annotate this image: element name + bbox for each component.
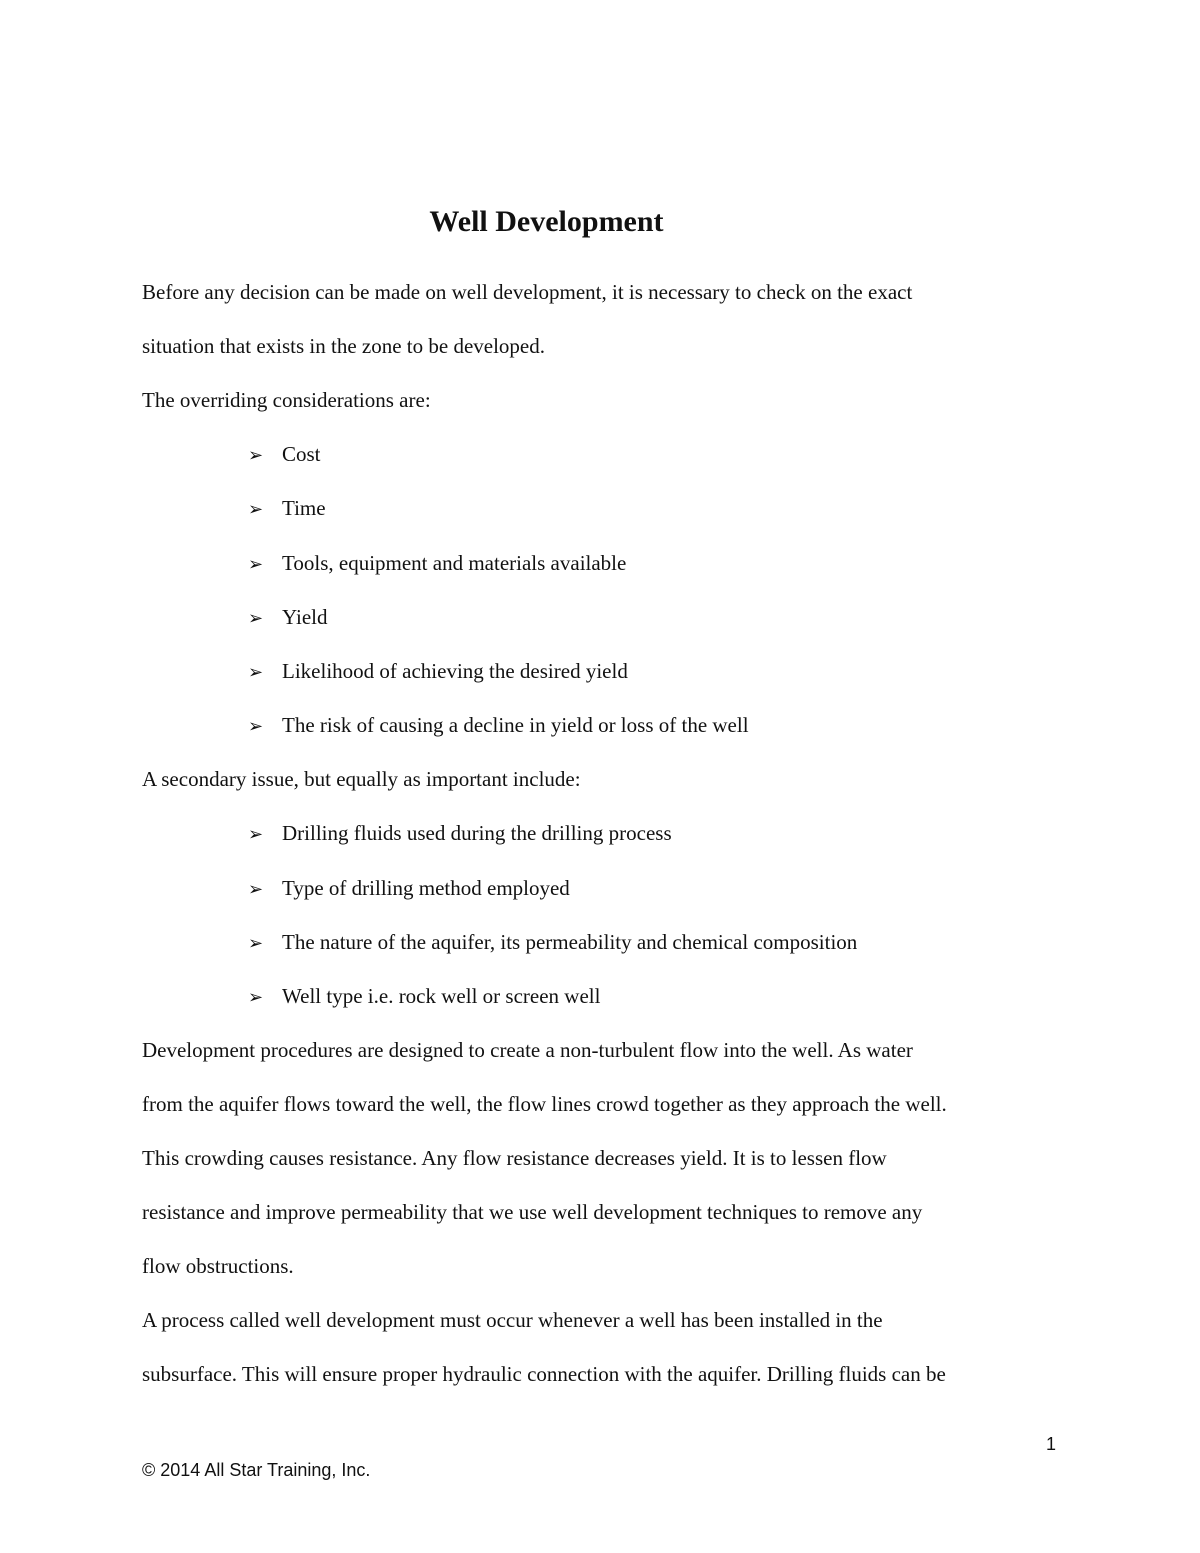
paragraph-1-line: Development procedures are designed to create a non-turbulent flow into the well. As water (142, 1038, 913, 1062)
paragraph-2-line: A process called well development must occur whenever a well has been installed in the (142, 1308, 883, 1332)
paragraph-1-line: resistance and improve permeability that we use well development techniques to remove any (142, 1200, 923, 1224)
arrow-bullet-icon: ➢ (248, 987, 264, 1008)
arrow-bullet-icon: ➢ (248, 608, 264, 629)
list-item-text: Time (282, 496, 326, 520)
paragraph-1-line: from the aquifer flows toward the well, the flow lines crowd together as they approach the well. (142, 1092, 947, 1116)
arrow-bullet-icon: ➢ (248, 933, 264, 954)
intro-line-1: Before any decision can be made on well development, it is necessary to check on the exact (142, 280, 913, 304)
list-item-text: Likelihood of achieving the desired yield (282, 659, 628, 683)
list-item-text: Tools, equipment and materials available (282, 551, 627, 575)
list-item-text: Drilling fluids used during the drilling process (282, 821, 672, 845)
paragraph-1-line: flow obstructions. (142, 1254, 294, 1278)
list-item-text: The nature of the aquifer, its permeability and chemical composition (282, 930, 858, 954)
page-number: 1 (1046, 1434, 1057, 1454)
arrow-bullet-icon: ➢ (248, 879, 264, 900)
list-item-text: The risk of causing a decline in yield or loss of the well (282, 713, 749, 737)
arrow-bullet-icon: ➢ (248, 824, 264, 845)
secondary-heading: A secondary issue, but equally as important include: (142, 767, 581, 791)
arrow-bullet-icon: ➢ (248, 445, 264, 466)
list-item-text: Cost (282, 442, 321, 466)
list-item (248, 983, 600, 1011)
list-item (248, 712, 749, 740)
list-item-text: Well type i.e. rock well or screen well (282, 984, 601, 1008)
list-item-text: Yield (282, 605, 328, 629)
arrow-bullet-icon: ➢ (248, 499, 264, 520)
paragraph-1-line: This crowding causes resistance. Any flow resistance decreases yield. It is to lessen flow (142, 1146, 887, 1170)
list-item (248, 441, 321, 469)
list-item (248, 550, 626, 578)
considerations-heading: The overriding considerations are: (142, 388, 431, 412)
list-item-text: Type of drilling method employed (282, 876, 570, 900)
footer-copyright: © 2014 All Star Training, Inc. (142, 1460, 371, 1480)
list-item (248, 495, 326, 523)
list-item (248, 929, 857, 957)
arrow-bullet-icon: ➢ (248, 662, 264, 683)
arrow-bullet-icon: ➢ (248, 716, 264, 737)
intro-line-2: situation that exists in the zone to be developed. (142, 334, 545, 358)
list-item (248, 658, 628, 686)
list-item (248, 604, 328, 632)
page-title: Well Development (429, 205, 664, 238)
paragraph-2-line: subsurface. This will ensure proper hydraulic connection with the aquifer. Drilling fluids can be (142, 1362, 946, 1386)
arrow-bullet-icon: ➢ (248, 554, 264, 575)
list-item (248, 820, 672, 848)
list-item (248, 875, 570, 903)
